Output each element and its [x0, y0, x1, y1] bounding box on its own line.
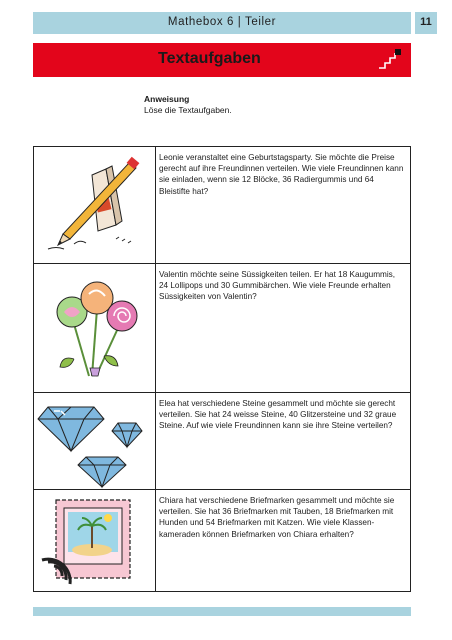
task-text: Chiara hat verschiedene Briefmarken gesammelt und möchte sie verteilen. Sie hat 36 Briefmarken mit Tauben, 18 Briefmarken mit Hunden und 54 Briefmarken mit Katzen. Wie viele Klassen-kameraden können Briefmarken von Chiara erhalten?	[159, 496, 395, 539]
task-row	[34, 264, 410, 393]
task-row	[34, 490, 410, 591]
page-number: 11	[420, 16, 432, 28]
pencil-eraser-icon	[34, 147, 156, 263]
task-image-cell	[34, 147, 156, 263]
diamonds-icon	[34, 393, 156, 489]
section-title-bar	[33, 43, 411, 77]
lollipops-icon	[34, 264, 156, 392]
task-text: Leonie veranstaltet eine Geburtstagsparty. Sie möchte die Preise gerecht auf ihre Freundinnen verteilen. Wie viele Freundinnen kann sie einladen, wenn sie 12 Blöcke, 36 Radiergummis und 64 Bleistifte hat?	[159, 153, 404, 196]
header-bar	[33, 12, 411, 34]
instruction-heading: Anweisung	[144, 94, 190, 104]
book-title: Mathebox 6 | Teiler	[167, 16, 277, 28]
footer-bar	[33, 607, 411, 616]
stairs-icon	[378, 48, 402, 70]
task-image-cell	[34, 393, 156, 489]
stamp-icon	[34, 490, 156, 590]
task-text: Elea hat verschiedene Steine gesammelt und möchte sie gerecht verteilen. Sie hat 24 weisse Steine, 40 Glitzersteine und 32 graue Steine. Auf wie viele Freundinnen kann sie ihre Steine verteilen?	[159, 399, 397, 431]
task-row	[34, 393, 410, 490]
task-table	[33, 146, 411, 592]
task-row	[34, 147, 410, 264]
instruction-text: Löse die Textaufgaben.	[144, 105, 232, 115]
task-text: Valentin möchte seine Süssigkeiten teilen. Er hat 18 Kaugummis, 24 Lollipops und 30 Gummibärchen. Wie viele Freunde erhalten Süssigkeiten von Valentin?	[159, 270, 396, 302]
page-number-box	[415, 12, 437, 34]
task-image-cell	[34, 490, 156, 591]
section-title: Textaufgaben	[158, 50, 261, 67]
instruction-block	[144, 94, 232, 116]
task-image-cell	[34, 264, 156, 392]
